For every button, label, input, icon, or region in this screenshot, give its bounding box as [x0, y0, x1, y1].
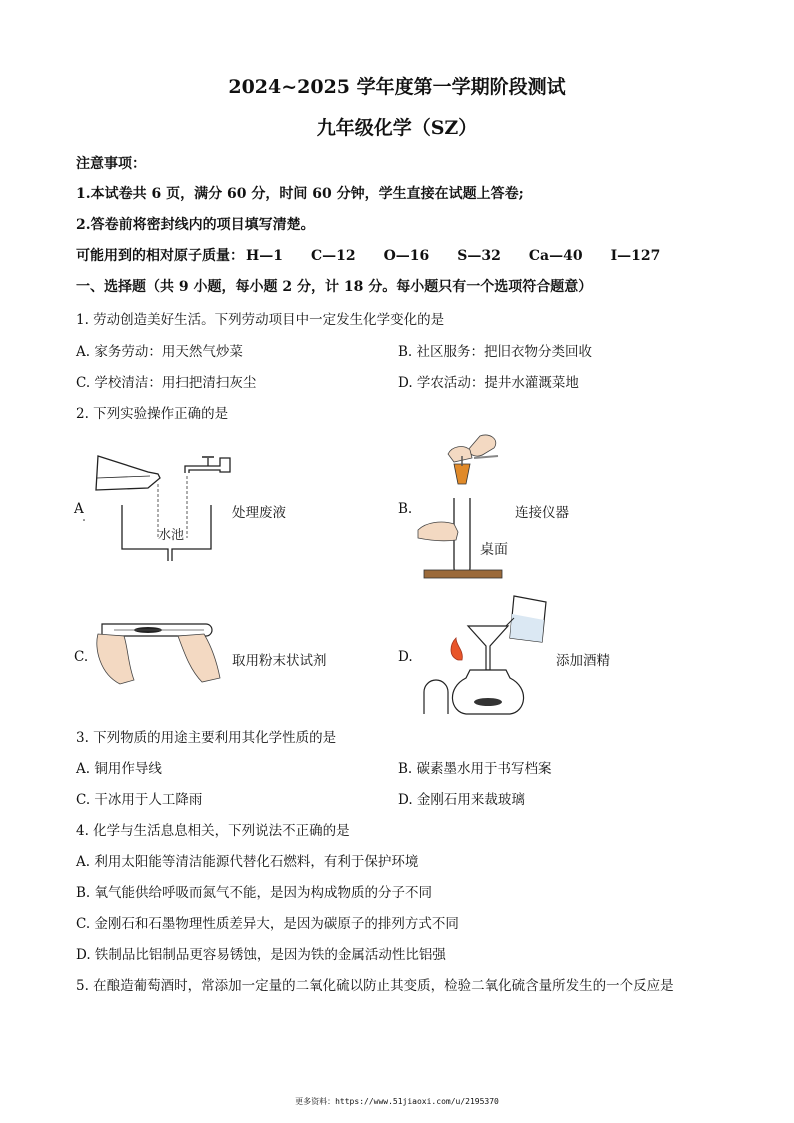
notice-heading: 注意事项： — [76, 156, 146, 172]
q4-option-b: B. 氧气能供给呼吸而氮气不能，是因为构成物质的分子不同 — [76, 885, 433, 901]
q4-option-c: C. 金刚石和石墨物理性质差异大，是因为碳原子的排列方式不同 — [76, 916, 459, 932]
q2-stem: 2. 下列实验操作正确的是 — [76, 406, 229, 422]
page-subtitle: 九年级化学（SZ） — [316, 117, 478, 139]
atomic-mass-item: S—32 — [457, 248, 501, 264]
q3-stem: 3. 下列物质的用途主要利用其化学性质的是 — [76, 730, 337, 746]
q3-option-d: D. 金刚石用来裁玻璃 — [398, 792, 525, 808]
q1-option-c: C. 学校清洁：用扫把清扫灰尘 — [76, 375, 257, 391]
q2-option-a-letter: A — [74, 501, 84, 517]
q2-option-b-letter: B. — [398, 501, 413, 517]
table-label: 桌面 — [480, 542, 508, 558]
q5-stem: 5. 在酿造葡萄酒时，常添加一定量的二氧化硫以防止其变质，检验二氧化硫含量所发生的一个反应是 — [76, 978, 674, 994]
q1-option-d: D. 学农活动：提井水灌溉菜地 — [398, 375, 579, 391]
atomic-mass-item: Ca—40 — [528, 248, 583, 264]
connect-apparatus-figure — [418, 432, 530, 584]
notice-item-2: 2.答卷前将密封线内的项目填写清楚。 — [76, 217, 315, 233]
powder-reagent-figure — [94, 618, 224, 688]
section-heading: 一、选择题（共 9 小题，每小题 2 分，计 18 分。每小题只有一个选项符合题意） — [76, 279, 593, 295]
page-title: 2024~2025 学年度第一学期阶段测试 — [228, 76, 566, 98]
atomic-mass-item: H—1 — [246, 248, 283, 264]
q2-option-d-text: 添加酒精 — [556, 653, 610, 669]
add-alcohol-figure — [418, 590, 558, 722]
q2-option-a-text: 处理废液 — [232, 505, 286, 521]
q3-option-a: A. 铜用作导线 — [76, 761, 162, 777]
q2-option-d-letter: D. — [398, 649, 413, 665]
q1-option-b: B. 社区服务：把旧衣物分类回收 — [398, 344, 593, 360]
q4-stem: 4. 化学与生活息息相关，下列说法不正确的是 — [76, 823, 350, 839]
atomic-mass-item: I—127 — [610, 248, 661, 264]
q3-option-b: B. 碳素墨水用于书写档案 — [398, 761, 552, 777]
q3-option-c: C. 干冰用于人工降雨 — [76, 792, 203, 808]
atomic-masses — [76, 245, 660, 265]
sink-label: 水池 — [158, 528, 185, 543]
atomic-mass-item: C—12 — [310, 248, 356, 264]
q2-option-b-text: 连接仪器 — [515, 505, 569, 521]
waste-liquid-figure — [90, 448, 230, 573]
q4-option-a: A. 利用太阳能等清洁能源代替化石燃料，有利于保护环境 — [76, 854, 419, 870]
atomic-masses-label: 可能用到的相对原子质量： — [76, 248, 244, 264]
notice-item-1: 1.本试卷共 6 页，满分 60 分，时间 60 分钟，学生直接在试题上答卷; — [76, 186, 524, 202]
atomic-mass-item: O—16 — [383, 248, 430, 264]
q4-option-d: D. 铁制品比铝制品更容易锈蚀，是因为铁的金属活动性比铝强 — [76, 947, 446, 963]
q2-option-c-letter: C. — [74, 649, 89, 665]
footer-link[interactable]: 更多资料：https://www.51jiaoxi.com/u/2195370 — [295, 1097, 499, 1106]
q2-option-c-text: 取用粉末状试剂 — [232, 653, 327, 669]
q1-stem: 1. 劳动创造美好生活。下列劳动项目中一定发生化学变化的是 — [76, 312, 445, 328]
q1-option-a: A. 家务劳动：用天然气炒菜 — [76, 344, 243, 360]
